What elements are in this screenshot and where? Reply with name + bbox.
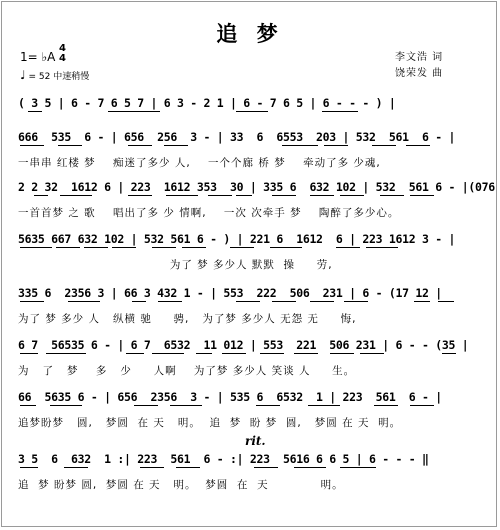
- notation-row: 6 7 56535 6 - | 6 7 6532 11 012 | 553 221 506 231 | 6 - - (35 |: [18, 338, 469, 352]
- quarter-note-icon: ♩: [20, 68, 26, 82]
- lyric-row: 一串串 红楼 梦 痴迷了多少 人, 一个个廊 桥 梦 牵动了多 少魂,: [18, 157, 381, 169]
- tempo-marking: [20, 68, 89, 82]
- notation-row: 66 5635 6 - | 656 2356 3 - | 535 6 6532 1 | 223 561 6 - |: [18, 390, 442, 404]
- key-signature: 1= ♭A: [20, 50, 56, 64]
- song-title: 追 梦: [216, 22, 284, 46]
- lyric-row: 追梦盼梦 圆, 梦圆 在 天 明。 追 梦 盼 梦 圆, 梦圆 在 天 明。: [18, 417, 402, 429]
- tempo-text: = 52 中速稍慢: [25, 72, 90, 82]
- notation-row: 3 5 6 632 1 :| 223 561 6 - :| 223 5616 6 6 5 | 6 - - - ‖: [18, 452, 429, 466]
- lyric-row: 一首首梦 之 歌 唱出了多 少 情啊, 一次 次牵手 梦 陶醉了多少心。: [18, 207, 400, 219]
- notation-row: ( 3 5 | 6 - 7 6 5 7 | 6 3 - 2 1 | 6 - 7 6 5 | 6 - - - ) |: [18, 96, 396, 110]
- ritardando-marking: rit.: [245, 434, 266, 448]
- notation-row: 335 6 2356 3 | 66 3 432 1 - | 553 222 506 231 | 6 - (17 12 |: [18, 286, 442, 300]
- lyric-row: 为了 梦 多少人 默默 操 劳,: [18, 259, 333, 271]
- lyric-row: 为 了 梦 多 少 人啊 为了梦 多少人 笑谈 人 生。: [18, 365, 356, 377]
- notation-row: 2 2 32 1612 6 | 223 1612 353 30 | 335 6 632 102 | 532 561 6 - |(076: [18, 180, 495, 194]
- lyric-row: 追 梦 盼梦 圆, 梦圆 在 天 明。 梦圆 在 天 明。: [18, 479, 344, 491]
- notation-row: 5635 667 632 102 | 532 561 6 - ) | 221 6 1612 6 | 223 1612 3 - |: [18, 232, 456, 246]
- meter-top: 4: [59, 43, 66, 54]
- meter-bottom: 4: [59, 53, 66, 64]
- lyricist-credit: 李文浩 词: [395, 52, 444, 63]
- lyric-row: 为了 梦 多少 人 纵横 驰 骋, 为了梦 多少人 无怨 无 悔,: [18, 313, 357, 325]
- time-signature: [59, 44, 66, 64]
- composer-credit: 饶荣发 曲: [395, 68, 444, 79]
- notation-row: 666 535 6 - | 656 256 3 - | 33 6 6553 203 | 532 561 6 - |: [18, 130, 456, 144]
